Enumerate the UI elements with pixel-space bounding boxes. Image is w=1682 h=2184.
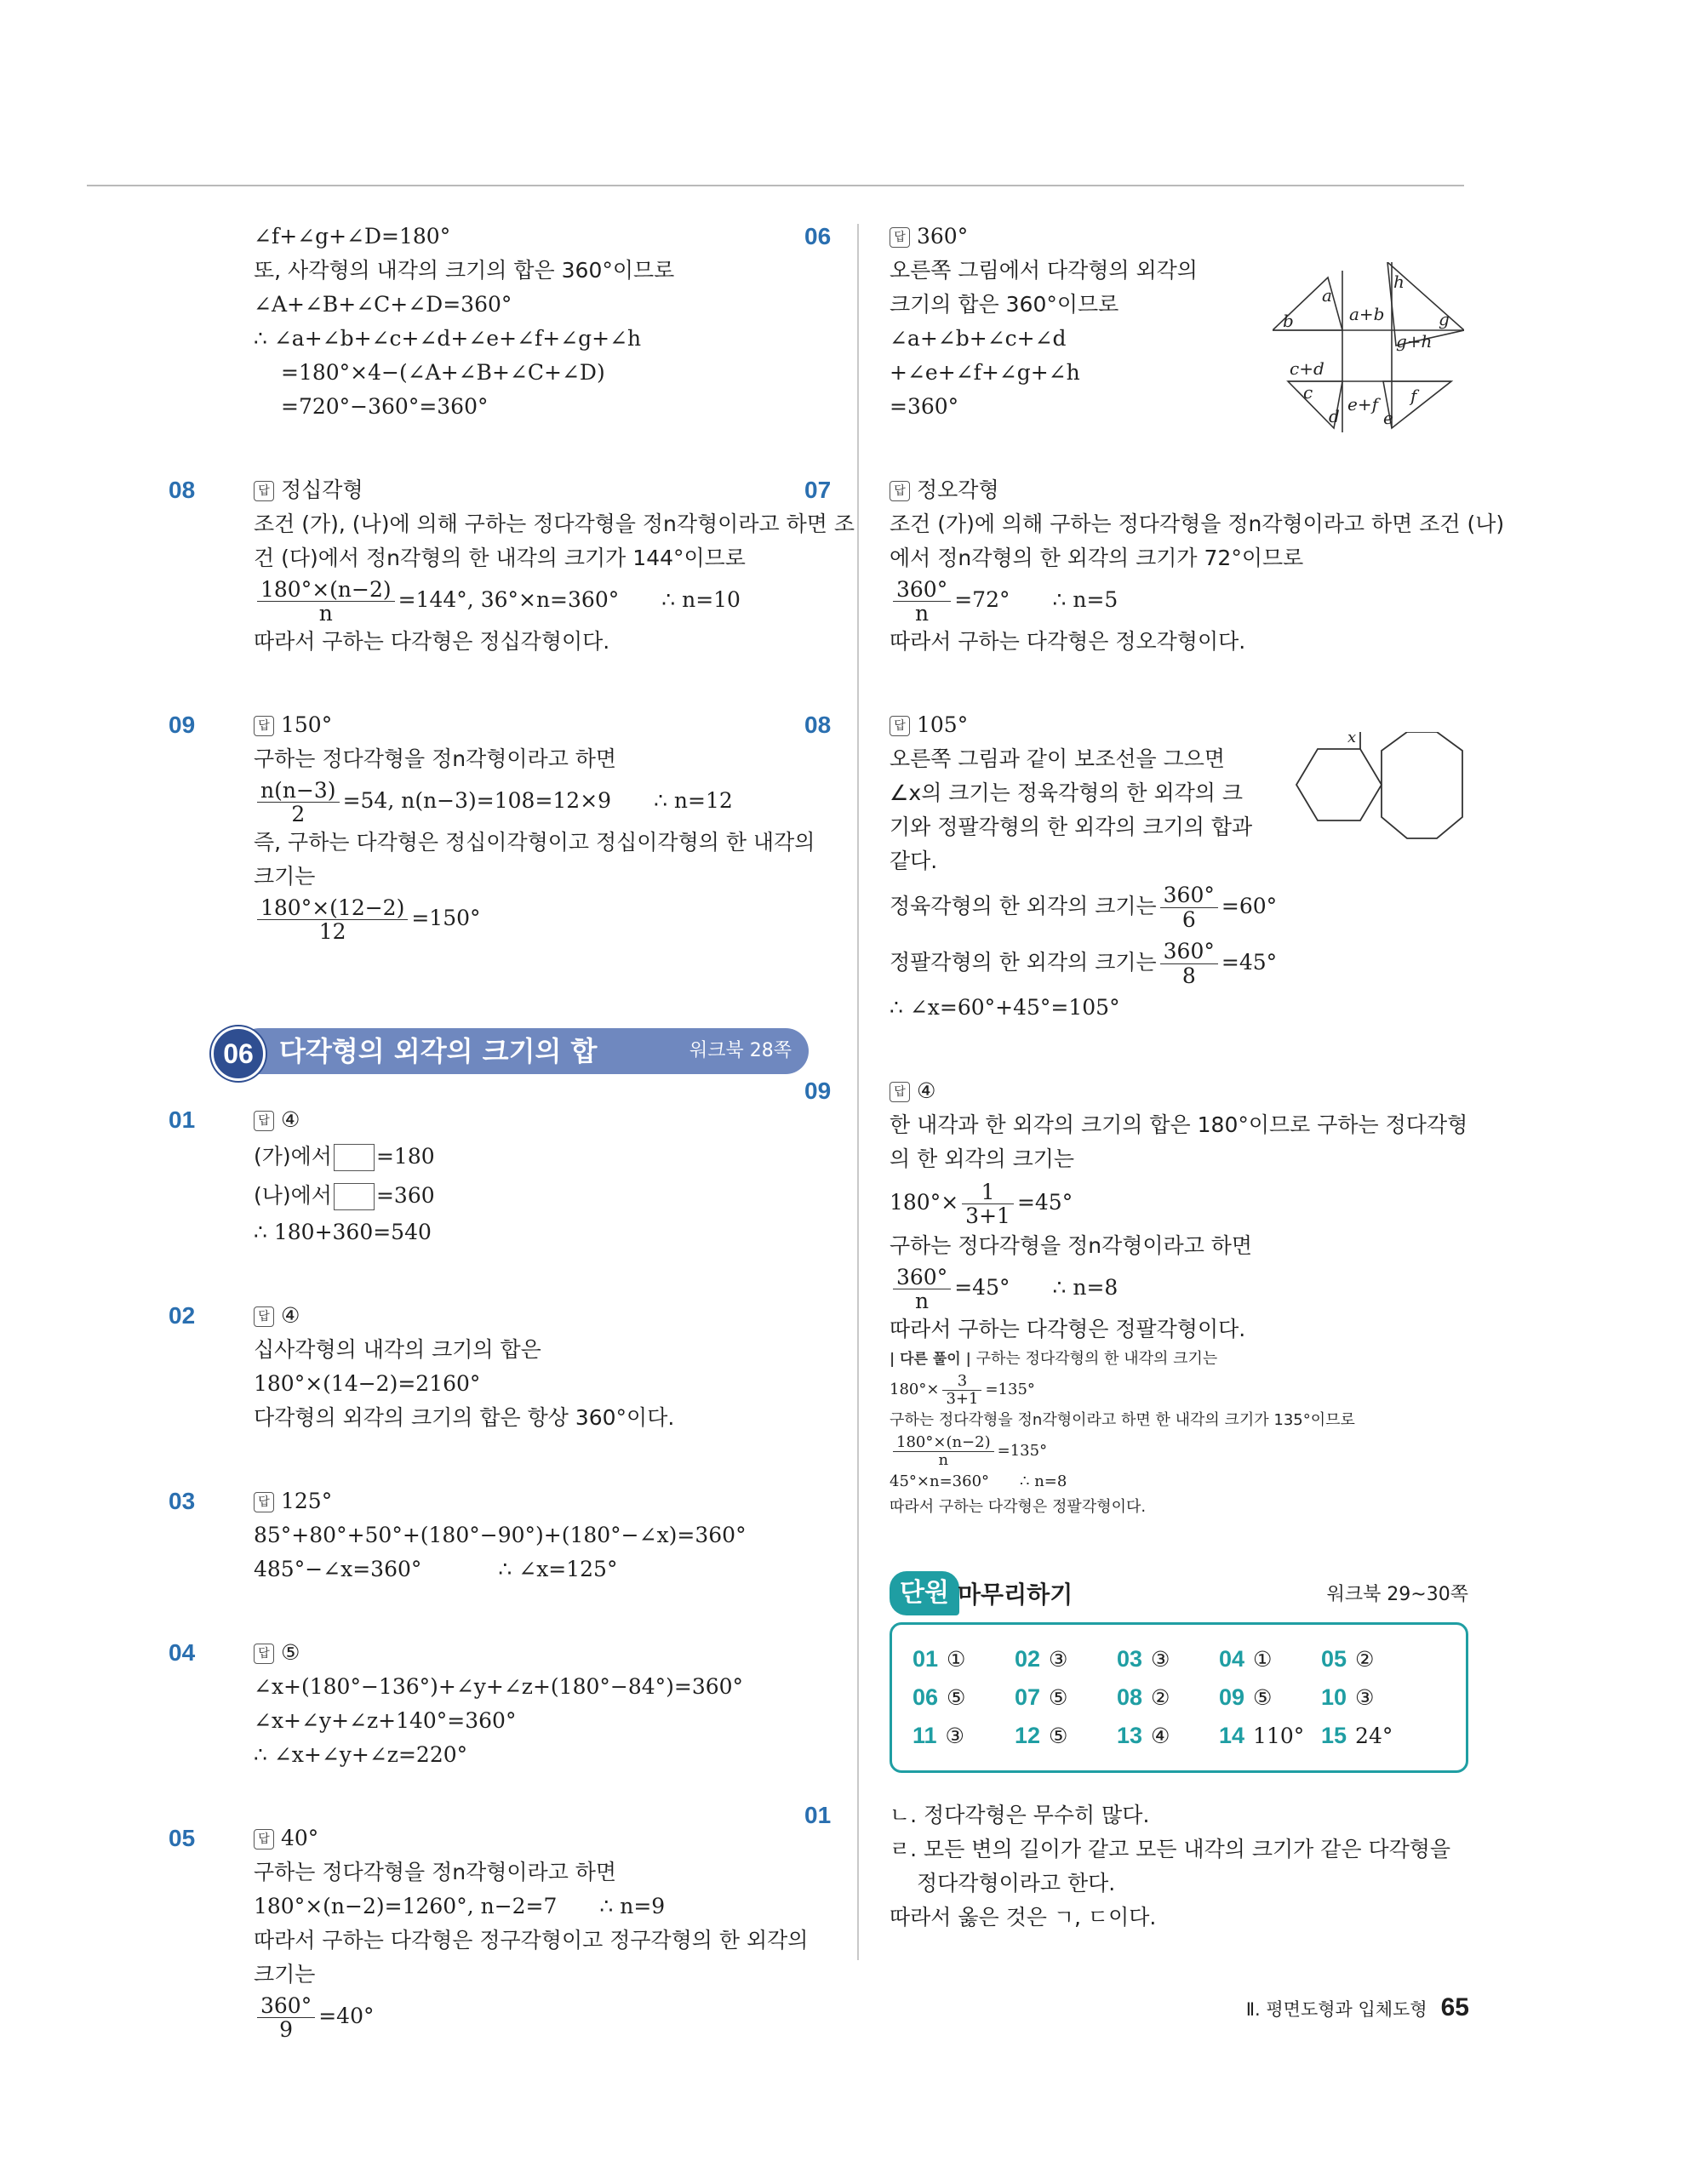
solution-08 — [169, 473, 855, 659]
answer-text: 150° — [281, 712, 333, 737]
answer-text: ④ — [281, 1107, 300, 1132]
text-line: 따라서 구하는 다각형은 정십각형이다. — [254, 629, 610, 654]
answer-text: 105° — [917, 712, 969, 737]
solution-s07 — [804, 473, 1505, 659]
problem-number: 06 — [804, 223, 832, 249]
text: 180°× — [890, 1190, 959, 1215]
conclusion: ∴ n=5 — [1052, 587, 1118, 612]
solution-s09 — [804, 1074, 1468, 1520]
solution-s01 — [169, 1103, 832, 1249]
hexagon-octagon-diagram — [1288, 732, 1467, 851]
text-line: 조건 (가), (나)에 의해 구하는 정다각형을 정n각형이라고 하면 조 — [254, 512, 855, 536]
text-line: 180°×(14−2)=2160° — [254, 1371, 481, 1396]
unit-header — [890, 1571, 1468, 1622]
right-column — [804, 220, 1505, 1984]
cont-line-3: ∠A+∠B+∠C+∠D=360° — [254, 292, 512, 317]
equation: =45° — [1016, 1190, 1073, 1215]
text-line: 건 (다)에서 정n각형의 한 내각의 크기가 144°이므로 — [254, 546, 746, 570]
text-line: 구하는 정다각형을 정n각형이라고 하면 한 내각의 크기가 135°이므로 — [890, 1411, 1355, 1429]
answer-icon: 답 — [890, 481, 910, 501]
fraction: $\frac{360^\circ}{8}$ — [1160, 940, 1218, 987]
label-ef: e+f — [1347, 394, 1378, 415]
text: (나)에서 — [254, 1183, 332, 1208]
fraction: $\frac{360^\circ}{n}$ — [893, 1266, 951, 1313]
answer-item: 03 ③ — [1117, 1646, 1170, 1672]
answer-text: 정오각형 — [917, 477, 999, 502]
page-number: 65 — [1440, 1993, 1469, 2021]
blank-box — [334, 1183, 375, 1210]
text-line: ∠a+∠b+∠c+∠d — [890, 326, 1067, 351]
problem-number: 04 — [169, 1639, 196, 1666]
answer-icon: 답 — [890, 1082, 910, 1102]
answer-item: 09 ⑤ — [1219, 1684, 1273, 1710]
left-column — [169, 220, 855, 2090]
unit-badge: 단원 — [890, 1571, 959, 1615]
answer-row — [913, 1640, 1445, 1678]
answer-icon: 답 — [254, 1644, 274, 1664]
answer-item: 02 ③ — [1015, 1646, 1068, 1672]
text-line: =360° — [890, 394, 959, 419]
blank-box — [334, 1144, 375, 1171]
fraction: $\frac{3}{3+1}$ — [942, 1373, 981, 1408]
solution-s05 — [169, 1821, 832, 2042]
hexagon — [1296, 749, 1382, 820]
top-rule — [87, 185, 1464, 186]
text-line: 따라서 구하는 다각형은 정오각형이다. — [890, 629, 1246, 654]
cont-line-2: 또, 사각형의 내각의 크기의 합은 360°이므로 — [254, 258, 675, 283]
answer-item: 07 ⑤ — [1015, 1684, 1068, 1710]
equation: =150° — [411, 906, 481, 930]
text-line: 한 내각과 한 외각의 크기의 합은 180°이므로 구하는 정다각형 — [890, 1112, 1468, 1137]
text-line: 십사각형의 내각의 크기의 합은 — [254, 1337, 541, 1362]
answer-item: 12 ⑤ — [1015, 1723, 1068, 1748]
equation: 45°×n=360° — [890, 1472, 990, 1490]
answer-item: 06 ⑤ — [913, 1684, 966, 1710]
cont-line-5: =180°×4−(∠A+∠B+∠C+∠D) — [281, 360, 605, 385]
answer-item: 08 ② — [1117, 1684, 1170, 1710]
answer-item: 13 ④ — [1117, 1723, 1170, 1748]
label-g: g — [1439, 309, 1450, 329]
text-line: 구하는 정다각형을 정n각형이라고 하면 — [254, 1860, 617, 1884]
conclusion: ∴ n=8 — [1052, 1275, 1118, 1300]
text-line: 따라서 구하는 다각형은 정팔각형이다. — [890, 1498, 1147, 1516]
answer-icon: 답 — [254, 1492, 274, 1512]
text-line: 크기는 — [254, 864, 316, 889]
text-line: ∴ ∠x+∠y+∠z=220° — [254, 1742, 468, 1767]
text-line: ∴ 180+360=540 — [254, 1220, 432, 1244]
problem-number: 09 — [169, 712, 196, 738]
page-footer — [1246, 1993, 1469, 2022]
fraction: $\frac{n(n-3)}{2}$ — [257, 779, 340, 826]
text-line: 따라서 구하는 다각형은 정구각형이고 정구각형의 한 외각의 — [254, 1928, 809, 1952]
answer-icon: 답 — [254, 481, 274, 501]
equation: =135° — [997, 1442, 1048, 1460]
octagon — [1382, 732, 1462, 838]
fraction: $\frac{180^\circ\times(n-2)}{n}$ — [257, 578, 395, 626]
section-number: 06 — [211, 1026, 266, 1081]
text-line: +∠e+∠f+∠g+∠h — [890, 360, 1080, 385]
label-x: x — [1347, 732, 1357, 746]
problem-number: 05 — [169, 1825, 196, 1851]
equation: =135° — [985, 1381, 1035, 1398]
section-title: 다각형의 외각의 크기의 합 — [279, 1035, 598, 1067]
label-f: f — [1410, 386, 1417, 406]
answer-text: 정십각형 — [281, 477, 363, 502]
problem-number: 03 — [169, 1488, 196, 1514]
label-cd: c+d — [1290, 358, 1324, 379]
equation: =60° — [1221, 894, 1278, 918]
text-line: ㄹ. 모든 변의 길이가 같고 모든 내각의 크기가 같은 다각형을 — [890, 1837, 1451, 1861]
text-line: 의 한 외각의 크기는 — [890, 1146, 1075, 1171]
fraction: $\frac{180^\circ\times(12-2)}{12}$ — [257, 896, 408, 944]
fraction: $\frac{360^\circ}{6}$ — [1160, 883, 1218, 931]
problem-number: 08 — [804, 712, 832, 738]
answer-icon: 답 — [890, 227, 910, 248]
text-line: 오른쪽 그림과 같이 보조선을 그으면 — [890, 746, 1226, 771]
workbook-ref: 워크북 29~30쪽 — [1326, 1584, 1468, 1605]
chapter-title: Ⅱ. 평면도형과 입체도형 — [1245, 1999, 1427, 2020]
equation: =144°, 36°×n=360° — [398, 587, 620, 612]
triangle-ef — [1383, 381, 1451, 428]
text-line: ∠x+(180°−136°)+∠y+∠z+(180°−84°)=360° — [254, 1674, 744, 1699]
answer-item: 15 24° — [1321, 1723, 1393, 1748]
cont-line-1: ∠f+∠g+∠D=180° — [254, 224, 451, 249]
problem-number: 09 — [804, 1078, 832, 1104]
label-a: a — [1322, 285, 1332, 306]
answer-text: 40° — [281, 1826, 319, 1850]
label-b: b — [1283, 311, 1294, 331]
problem-number: 08 — [169, 477, 196, 503]
unit-solution-01 — [804, 1798, 1468, 1935]
text-line: 크기의 합은 360°이므로 — [890, 292, 1119, 317]
text: (가)에서 — [254, 1144, 332, 1169]
conclusion: ∴ n=10 — [661, 587, 741, 612]
problem-number: 02 — [169, 1302, 196, 1329]
problem-number: 07 — [804, 477, 832, 503]
label-gh: g+h — [1396, 331, 1433, 352]
text-line: ∠x의 크기는 정육각형의 한 외각의 크 — [890, 780, 1244, 805]
text-line: 구하는 정다각형을 정n각형이라고 하면 — [254, 746, 617, 771]
fraction: $\frac{1}{3+1}$ — [962, 1181, 1014, 1228]
conclusion: ∴ n=8 — [1020, 1472, 1067, 1490]
workbook-ref: 워크북 28쪽 — [689, 1040, 792, 1061]
answer-icon: 답 — [254, 1829, 274, 1850]
answer-icon: 답 — [254, 716, 274, 736]
text-line: ∴ ∠x=60°+45°=105° — [890, 995, 1120, 1020]
fraction: $\frac{360^\circ}{9}$ — [257, 1994, 315, 2042]
answer-text: 360° — [917, 224, 969, 249]
text-line: 따라서 구하는 다각형은 정팔각형이다. — [890, 1317, 1246, 1341]
equation: =72° — [954, 587, 1010, 612]
text-line: ∠x+∠y+∠z+140°=360° — [254, 1708, 517, 1733]
text-line: 따라서 옳은 것은 ㄱ, ㄷ이다. — [890, 1905, 1157, 1930]
answer-text: 125° — [281, 1489, 333, 1513]
answer-item: 10 ③ — [1321, 1684, 1375, 1710]
text-line: 구하는 정다각형을 정n각형이라고 하면 — [890, 1233, 1253, 1258]
answer-item: 14 110° — [1219, 1723, 1305, 1748]
text-line: 정다각형이라고 한다. — [917, 1871, 1116, 1895]
label-h: h — [1393, 272, 1405, 292]
solution-s06 — [804, 220, 1468, 428]
cont-line-4: ∴ ∠a+∠b+∠c+∠d+∠e+∠f+∠g+∠h — [254, 326, 642, 351]
answer-row — [913, 1678, 1445, 1717]
label-e: e — [1383, 408, 1393, 428]
solution-s02 — [169, 1299, 832, 1435]
text-line: 에서 정n각형의 한 외각의 크기가 72°이므로 — [890, 546, 1304, 570]
conclusion: ∴ n=9 — [599, 1894, 666, 1918]
answer-item: 01 ① — [913, 1646, 966, 1672]
solution-s04 — [169, 1636, 832, 1772]
text: 정육각형의 한 외각의 크기는 — [890, 894, 1157, 918]
text-line: 조건 (가)에 의해 구하는 정다각형을 정n각형이라고 하면 조건 (나) — [890, 512, 1505, 536]
continued-solution — [254, 220, 832, 424]
text: 구하는 정다각형의 한 내각의 크기는 — [975, 1350, 1218, 1368]
answer-item: 05 ② — [1321, 1646, 1375, 1672]
answer-text: ④ — [917, 1078, 936, 1103]
text-line: 같다. — [890, 849, 938, 873]
equation: =54, n(n−3)=108=12×9 — [342, 788, 612, 813]
text-line: 즉, 구하는 다각형은 정십이각형이고 정십이각형의 한 내각의 — [254, 830, 815, 855]
equation: =40° — [318, 2004, 375, 2028]
unit-title: 마무리하기 — [958, 1581, 1073, 1609]
value: =360 — [375, 1183, 435, 1208]
answer-text: ④ — [281, 1303, 300, 1328]
label-d: d — [1329, 406, 1340, 426]
star-diagram — [1273, 262, 1464, 432]
conclusion: ∴ ∠x=125° — [498, 1557, 618, 1581]
text: 180°× — [890, 1381, 940, 1398]
problem-number: 01 — [804, 1802, 832, 1828]
equation: =45° — [954, 1275, 1010, 1300]
label-c: c — [1303, 382, 1313, 403]
equation: 180°×(n−2)=1260°, n−2=7 — [254, 1894, 558, 1918]
column-divider — [857, 224, 859, 1960]
solution-s08 — [804, 708, 1468, 1025]
alternative-solution — [890, 1346, 1468, 1520]
fraction: $\frac{360^\circ}{n}$ — [893, 578, 951, 626]
alt-tag: | 다른 풀이 | — [890, 1351, 971, 1368]
answer-row — [913, 1717, 1445, 1755]
answer-item: 04 ① — [1219, 1646, 1273, 1672]
answer-item: 11 ③ — [913, 1723, 964, 1748]
answer-icon: 답 — [254, 1111, 274, 1131]
equation: 485°−∠x=360° — [254, 1557, 422, 1581]
conclusion: ∴ n=12 — [654, 788, 733, 813]
problem-number: 01 — [169, 1106, 196, 1133]
solution-09 — [169, 708, 832, 944]
text-line: ㄴ. 정다각형은 무수히 많다. — [890, 1803, 1150, 1827]
text-line: 85°+80°+50°+(180°−90°)+(180°−∠x)=360° — [254, 1523, 747, 1547]
text-line: 기와 정팔각형의 한 외각의 크기의 합과 — [890, 815, 1253, 839]
cont-line-6: =720°−360°=360° — [281, 394, 489, 419]
label-ab: a+b — [1349, 304, 1385, 324]
equation: =45° — [1221, 950, 1278, 975]
solution-s03 — [169, 1484, 832, 1587]
section-banner — [211, 1028, 809, 1078]
answer-key-box — [890, 1622, 1468, 1773]
value: =180 — [375, 1144, 435, 1169]
text-line: 크기는 — [254, 1962, 316, 1987]
answer-icon: 답 — [890, 716, 910, 736]
answer-text: ⑤ — [281, 1640, 300, 1665]
text-line: 다각형의 외각의 크기의 합은 항상 360°이다. — [254, 1405, 675, 1430]
fraction: $\frac{180^\circ\times(n-2)}{n}$ — [893, 1434, 994, 1469]
text: 정팔각형의 한 외각의 크기는 — [890, 950, 1157, 975]
answer-icon: 답 — [254, 1306, 274, 1327]
text-line: 오른쪽 그림에서 다각형의 외각의 — [890, 258, 1198, 283]
